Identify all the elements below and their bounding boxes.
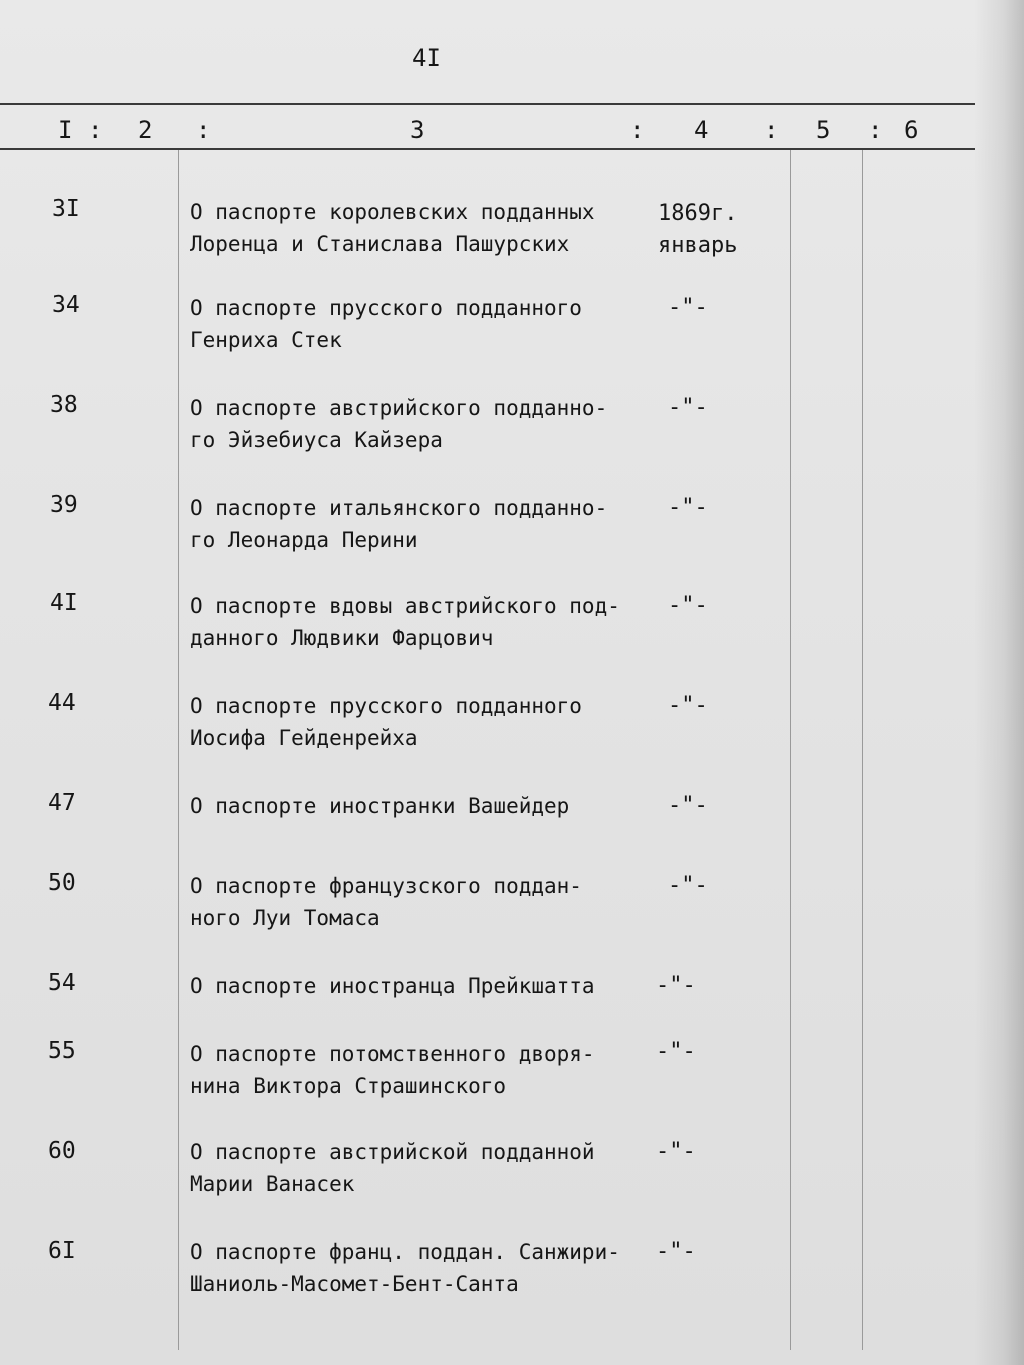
col-header-2: 2 bbox=[138, 116, 153, 144]
row-title-line: О паспорте иностранки Вашейдер bbox=[190, 794, 570, 818]
row-title bbox=[190, 492, 650, 556]
col-header-sep: : bbox=[196, 116, 211, 144]
row-title bbox=[190, 196, 650, 260]
row-number: 50 bbox=[48, 870, 76, 896]
row-title-line: О паспорте итальянского подданно- bbox=[190, 496, 608, 520]
row-date bbox=[658, 198, 737, 262]
row-title-line: Генриха Стек bbox=[190, 328, 342, 352]
row-number: 4I bbox=[50, 590, 78, 616]
row-date bbox=[668, 790, 708, 822]
row-title bbox=[190, 392, 650, 456]
row-date bbox=[668, 492, 708, 524]
row-number: 6I bbox=[48, 1238, 76, 1264]
page-number: 4I bbox=[412, 44, 441, 72]
row-title bbox=[190, 790, 650, 822]
col-header-sep: : bbox=[630, 116, 645, 144]
row-date-line: -"- bbox=[668, 693, 708, 718]
col-header-sep: : bbox=[88, 116, 103, 144]
row-title-line: Иосифа Гейденрейха bbox=[190, 726, 418, 750]
row-date bbox=[668, 392, 708, 424]
row-title bbox=[190, 1038, 650, 1102]
row-number: 55 bbox=[48, 1038, 76, 1064]
col-header-5: 5 bbox=[816, 116, 831, 144]
row-title bbox=[190, 690, 650, 754]
col-header-4: 4 bbox=[694, 116, 709, 144]
row-date bbox=[656, 1136, 696, 1168]
row-title-line: О паспорте франц. поддан. Санжири- bbox=[190, 1240, 620, 1264]
row-title-line: О паспорте вдовы австрийского под- bbox=[190, 594, 620, 618]
row-number: 60 bbox=[48, 1138, 76, 1164]
header-top-rule bbox=[0, 103, 975, 105]
row-date-line: 1869г. bbox=[658, 201, 738, 226]
row-title-line: нина Виктора Страшинского bbox=[190, 1074, 507, 1098]
row-date bbox=[656, 1236, 696, 1268]
row-date bbox=[668, 690, 708, 722]
row-date-line: -"- bbox=[656, 1239, 696, 1264]
header-bottom-rule bbox=[0, 148, 975, 150]
row-date bbox=[668, 590, 708, 622]
row-title bbox=[190, 970, 650, 1002]
row-number: 38 bbox=[50, 392, 78, 418]
row-title-line: ного Луи Томаса bbox=[190, 906, 380, 930]
row-date-line: -"- bbox=[668, 495, 708, 520]
row-date bbox=[668, 870, 708, 902]
row-number: 54 bbox=[48, 970, 76, 996]
row-title bbox=[190, 1236, 650, 1300]
row-title-line: О паспорте королевских подданных bbox=[190, 200, 595, 224]
row-date-line: -"- bbox=[656, 973, 696, 998]
row-number: 39 bbox=[50, 492, 78, 518]
col-header-3: 3 bbox=[410, 116, 425, 144]
row-title bbox=[190, 870, 650, 934]
row-title-line: Марии Ванасек bbox=[190, 1172, 355, 1196]
page-edge-shadow bbox=[974, 0, 1024, 1365]
row-title-line: Лоренца и Станислава Пашурских bbox=[190, 232, 570, 256]
row-date-line: -"- bbox=[668, 793, 708, 818]
row-title-line: О паспорте австрийского подданно- bbox=[190, 396, 608, 420]
row-title bbox=[190, 590, 650, 654]
row-title-line: О паспорте австрийской подданной bbox=[190, 1140, 595, 1164]
row-date-line: -"- bbox=[668, 295, 708, 320]
row-title bbox=[190, 1136, 650, 1200]
row-title-line: О паспорте потомственного дворя- bbox=[190, 1042, 595, 1066]
col-header-sep: : bbox=[868, 116, 883, 144]
col-header-1: I bbox=[58, 116, 73, 144]
row-title-line: го Леонарда Перини bbox=[190, 528, 418, 552]
row-title-line: О паспорте иностранца Прейкшатта bbox=[190, 974, 595, 998]
row-title bbox=[190, 292, 650, 356]
col-header-6: 6 bbox=[904, 116, 919, 144]
row-title-line: О паспорте прусского подданного bbox=[190, 296, 582, 320]
column-rule-5 bbox=[790, 150, 791, 1350]
col-header-sep: : bbox=[764, 116, 779, 144]
row-number: 47 bbox=[48, 790, 76, 816]
row-date-line: -"- bbox=[656, 1139, 696, 1164]
row-title-line: О паспорте прусского подданного bbox=[190, 694, 582, 718]
row-number: 3I bbox=[52, 196, 80, 222]
column-rule-6 bbox=[862, 150, 863, 1350]
row-number: 34 bbox=[52, 292, 80, 318]
row-title-line: го Эйзебиуса Кайзера bbox=[190, 428, 443, 452]
row-date-line: -"- bbox=[668, 873, 708, 898]
row-date-line: январь bbox=[658, 233, 738, 258]
row-date-line: -"- bbox=[668, 593, 708, 618]
row-date bbox=[656, 1036, 696, 1068]
row-number: 44 bbox=[48, 690, 76, 716]
row-date bbox=[668, 292, 708, 324]
row-title-line: данного Людвики Фарцович bbox=[190, 626, 494, 650]
row-date bbox=[656, 970, 696, 1002]
column-rule-3 bbox=[178, 150, 179, 1350]
row-title-line: Шаниоль-Масомет-Бент-Санта bbox=[190, 1272, 519, 1296]
row-title-line: О паспорте французского поддан- bbox=[190, 874, 582, 898]
row-date-line: -"- bbox=[656, 1039, 696, 1064]
row-date-line: -"- bbox=[668, 395, 708, 420]
